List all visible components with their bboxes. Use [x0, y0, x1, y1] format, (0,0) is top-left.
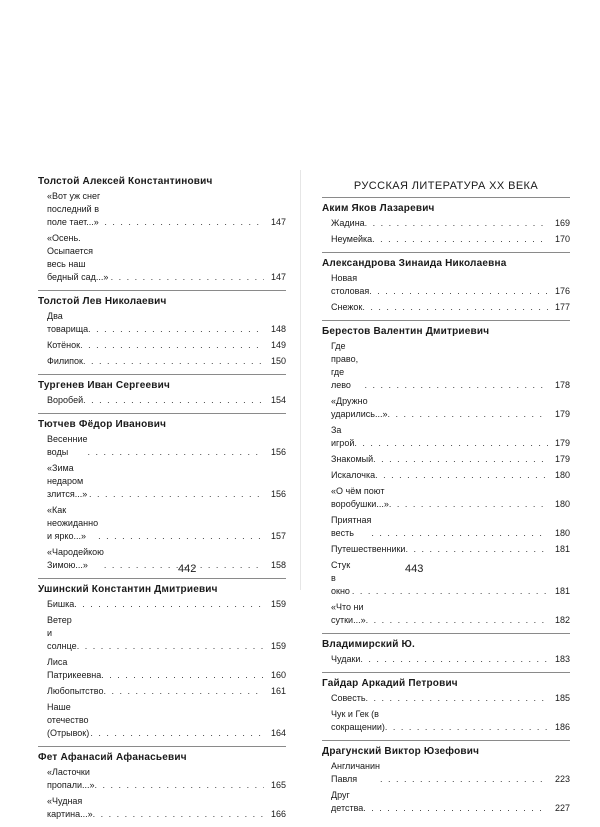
toc-entry	[47, 766, 286, 792]
entry-page-number: 159	[270, 641, 286, 651]
dot-leader	[74, 598, 264, 611]
entry-page-number: 182	[554, 615, 570, 625]
toc-entry	[47, 310, 286, 336]
dot-leader	[104, 216, 264, 229]
dot-leader	[405, 543, 548, 556]
toc-entry	[331, 559, 570, 598]
dot-leader	[77, 640, 264, 653]
toc-entry	[331, 469, 570, 482]
entry-page-number: 179	[554, 454, 570, 464]
toc-entry	[331, 424, 570, 450]
entry-title: «Как неожиданно и ярко...»	[47, 505, 99, 541]
page-number-left: 442	[178, 563, 197, 575]
toc-entry	[47, 339, 286, 352]
toc-entry	[47, 656, 286, 682]
toc-entry	[331, 453, 570, 466]
toc-entry	[47, 598, 286, 611]
dot-leader	[372, 233, 548, 246]
dot-leader	[366, 614, 548, 627]
toc-entry	[47, 462, 286, 501]
entry-title: «Осень. Осыпается весь наш бедный сад...»	[47, 233, 109, 282]
toc-entry	[331, 340, 570, 392]
entry-title: Весенние воды	[47, 434, 88, 457]
entry-page-number: 186	[554, 722, 570, 732]
toc-entry	[47, 701, 286, 740]
dot-leader	[365, 217, 548, 230]
entry-page-number: 179	[554, 438, 570, 448]
dot-leader	[101, 669, 264, 682]
dot-leader	[98, 530, 264, 543]
entry-title: «Зима недаром злится...»	[47, 463, 88, 499]
entry-page-number: 179	[554, 409, 570, 419]
entry-page-number: 148	[270, 324, 286, 334]
author-name: Ушинский Константин Дмитриевич	[38, 584, 218, 595]
entry-page-number: 185	[554, 693, 570, 703]
entry-title: «О чём поют воробушки...»	[331, 486, 389, 509]
entry-title: Путешественники	[331, 544, 406, 554]
right-page-contents	[322, 176, 570, 821]
entry-title: Неумейка	[331, 234, 373, 244]
author-name: Александрова Зинаида Николаевна	[322, 258, 507, 269]
entry-page-number: 181	[554, 586, 570, 596]
toc-entry	[331, 272, 570, 298]
entry-title: Котёнок	[47, 340, 81, 350]
entry-page-number: 154	[270, 395, 286, 405]
entry-page-number: 180	[554, 528, 570, 538]
author-section	[38, 746, 286, 821]
author-name: Драгунский Виктор Юзефович	[322, 746, 480, 757]
toc-entry	[331, 233, 570, 246]
entry-page-number: 150	[270, 356, 286, 366]
entry-page-number: 157	[270, 531, 286, 541]
dot-leader	[90, 727, 264, 740]
entry-title: Ветер и солнце	[47, 615, 77, 651]
entry-page-number: 180	[554, 470, 570, 480]
dot-leader	[88, 323, 264, 336]
entry-page-number: 147	[270, 272, 286, 282]
entry-page-number: 170	[554, 234, 570, 244]
dot-leader	[83, 355, 264, 368]
author-section	[38, 413, 286, 572]
dot-leader	[104, 685, 265, 698]
entry-page-number: 149	[270, 340, 286, 350]
dot-leader	[364, 379, 548, 392]
author-section	[38, 290, 286, 368]
toc-entry	[47, 795, 286, 821]
author-section	[38, 176, 286, 284]
left-page-contents	[38, 176, 286, 827]
dot-leader	[354, 437, 548, 450]
entry-page-number: 161	[270, 686, 286, 696]
author-name: Фет Афанасий Афанасьевич	[38, 752, 187, 763]
author-name: Гайдар Аркадий Петрович	[322, 678, 458, 689]
dot-leader	[387, 408, 548, 421]
author-section	[322, 740, 570, 815]
entry-page-number: 180	[554, 499, 570, 509]
entry-title: Два товарища	[47, 311, 89, 334]
author-name: Берестов Валентин Дмитриевич	[322, 326, 490, 337]
toc-entry	[331, 514, 570, 540]
dot-leader	[95, 779, 264, 792]
entry-title: Совесть	[331, 693, 366, 703]
toc-entry	[47, 433, 286, 459]
entry-title: Бишка	[47, 599, 75, 609]
entry-title: Чудаки	[331, 654, 361, 664]
entry-page-number: 169	[554, 218, 570, 228]
entry-page-number: 156	[270, 447, 286, 457]
entry-title: Стук в окно	[331, 560, 351, 596]
author-section	[322, 320, 570, 627]
dot-leader	[363, 802, 548, 815]
dot-leader	[93, 808, 264, 821]
toc-entry	[331, 760, 570, 786]
section-header: РУССКАЯ ЛИТЕРАТУРА XX ВЕКА	[353, 180, 539, 192]
dot-leader	[83, 394, 264, 407]
toc-entry	[47, 546, 286, 572]
entry-title: «Дружно ударились...»	[331, 396, 388, 419]
entry-title: Друг детства	[331, 790, 364, 813]
toc-entry	[331, 543, 570, 556]
entry-page-number: 166	[270, 809, 286, 819]
entry-title: Жадина	[331, 218, 365, 228]
entry-title: «Вот уж снег последний в поле тает...»	[47, 191, 101, 227]
toc-entry	[331, 301, 570, 314]
toc-entry	[331, 789, 570, 815]
entry-page-number: 159	[270, 599, 286, 609]
author-section	[322, 633, 570, 666]
toc-entry	[47, 394, 286, 407]
entry-title: Любопытство	[47, 686, 104, 696]
toc-entry	[47, 232, 286, 284]
author-section	[38, 578, 286, 740]
toc-entry	[331, 217, 570, 230]
entry-page-number: 178	[554, 380, 570, 390]
entry-page-number: 183	[554, 654, 570, 664]
entry-page-number: 158	[270, 560, 286, 570]
entry-title: «Что ни сутки...»	[331, 602, 366, 625]
author-section	[322, 197, 570, 246]
entry-page-number: 165	[270, 780, 286, 790]
dot-leader	[111, 271, 264, 284]
author-section	[322, 252, 570, 314]
entry-title: Филипок	[47, 356, 83, 366]
entry-title: «Ласточки пропали...»	[47, 767, 95, 790]
entry-page-number: 176	[554, 286, 570, 296]
author-section	[322, 672, 570, 734]
dot-leader	[371, 527, 548, 540]
author-name: Аким Яков Лазаревич	[322, 203, 435, 214]
author-section	[38, 374, 286, 407]
entry-page-number: 156	[270, 489, 286, 499]
toc-entry	[331, 395, 570, 421]
entry-title: Приятная весть	[331, 515, 372, 538]
toc-entry	[331, 485, 570, 511]
dot-leader	[80, 339, 264, 352]
dot-leader	[362, 301, 548, 314]
dot-leader	[89, 488, 264, 501]
entry-title: Новая столовая	[331, 273, 370, 296]
dot-leader	[360, 653, 548, 666]
dot-leader	[375, 469, 548, 482]
page-number-right: 443	[405, 563, 424, 575]
toc-entry	[47, 614, 286, 653]
entry-page-number: 160	[270, 670, 286, 680]
toc-entry	[331, 692, 570, 705]
dot-leader	[352, 585, 548, 598]
dot-leader	[366, 692, 548, 705]
toc-entry	[331, 601, 570, 627]
toc-entry	[331, 708, 570, 734]
toc-entry	[47, 685, 286, 698]
toc-entry	[47, 355, 286, 368]
dot-leader	[389, 498, 548, 511]
entry-page-number: 164	[270, 728, 286, 738]
entry-page-number: 177	[554, 302, 570, 312]
author-name: Владимирский Ю.	[322, 639, 416, 650]
entry-title: Искалочка	[331, 470, 376, 480]
toc-entry	[47, 504, 286, 543]
dot-leader	[88, 446, 265, 459]
dot-leader	[369, 285, 548, 298]
page-gutter	[300, 170, 301, 590]
author-name: Тургенев Иван Сергеевич	[38, 380, 170, 391]
entry-title: Воробей	[47, 395, 84, 405]
author-name: Толстой Алексей Константинович	[38, 176, 213, 187]
dot-leader	[385, 721, 548, 734]
entry-title: Наше отечество (Отрывок)	[47, 702, 90, 738]
dot-leader	[373, 453, 548, 466]
entry-title: Лиса Патрикеевна	[47, 657, 102, 680]
entry-title: Где право, где лево	[331, 341, 359, 390]
toc-entry	[47, 190, 286, 229]
entry-page-number: 181	[554, 544, 570, 554]
entry-title: «Чудная картина...»	[47, 796, 93, 819]
entry-title: Чук и Гек (в сокращении)	[331, 709, 385, 732]
toc-entry	[331, 653, 570, 666]
entry-title: «Чародейкою Зимою...»	[47, 547, 104, 570]
entry-title: Англичанин Павля	[331, 761, 380, 784]
author-name: Тютчев Фёдор Иванович	[38, 419, 167, 430]
entry-title: За игрой	[331, 425, 355, 448]
author-name: Толстой Лев Николаевич	[38, 296, 167, 307]
entry-page-number: 223	[554, 774, 570, 784]
entry-page-number: 227	[554, 803, 570, 813]
entry-page-number: 147	[270, 217, 286, 227]
entry-title: Снежок	[331, 302, 363, 312]
dot-leader	[380, 773, 548, 786]
entry-title: Знакомый	[331, 454, 374, 464]
